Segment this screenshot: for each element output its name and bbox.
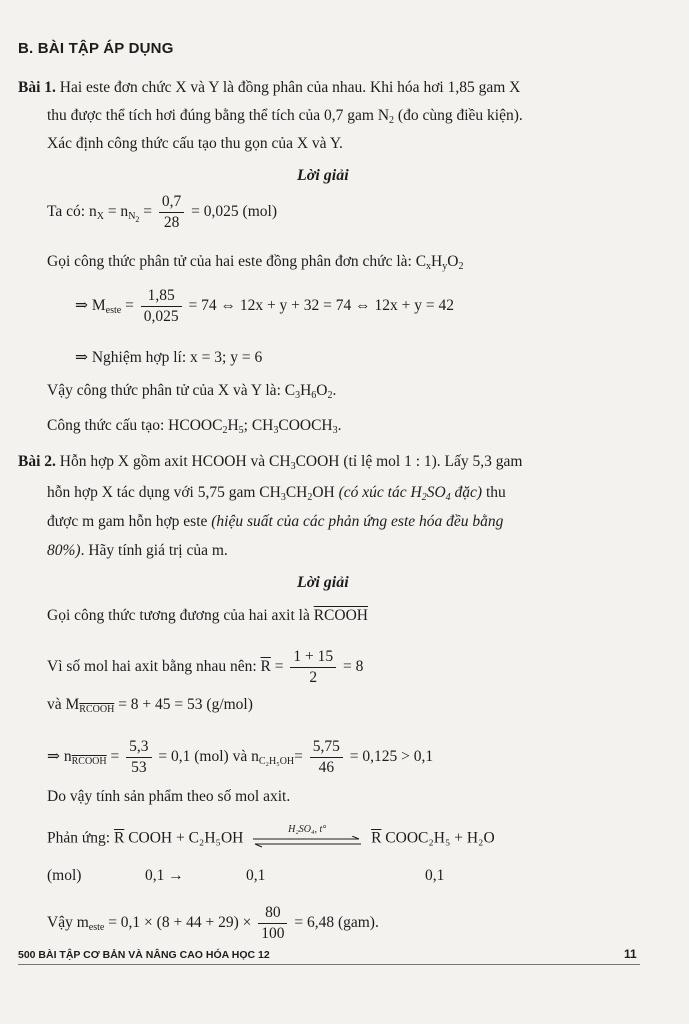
bai2-r-equation: Vì số mol hai axit bằng nhau nên: $\overline{R}$ = $\frac{1 + 15}{2}$ = 8 [47,648,364,686]
bai1-line2: thu được thể tích hơi đúng bằng thể tích của 0,7 gam $N_2$ (đo cùng điều kiện). [47,107,523,126]
section-title: B. BÀI TẬP ÁP DỤNG [18,40,174,57]
bai1-label: Bài 1. [18,79,56,96]
bai2-line4: 80%). Hãy tính giá trị của m. [47,542,228,559]
bai2-label: Bài 2. [18,453,56,470]
bai2-line3: được m gam hỗn hợp este (hiệu suất của các phản ứng este hóa đều bằng [47,513,504,530]
bai1-formula-line: Gọi công thức phân tử của hai este đồng phân đơn chức là: $C_xH_yO_2$ [47,253,464,272]
bai2-line1: Bài 2. Hỗn hợp X gồm axit HCOOH và $CH_3COOH$ (tỉ lệ mol 1 : 1). Lấy 5,3 gam [18,453,523,472]
bai1-line1: Bài 1. Hai este đơn chức X và Y là đồng phân của nhau. Khi hóa hơi 1,85 gam X [18,79,521,96]
bai2-do-vay: Do vậy tính sản phẩm theo số mol axit. [47,788,291,805]
bai1-ctct: Công thức cấu tạo: $HCOOC_2H_5$; $CH_3COOCH_3$. [47,417,342,436]
bai2-gct: Gọi công thức tương đương của hai axit là RCOOH [47,607,368,624]
bai2-mol-label: (mol) [47,867,82,884]
bai2-molar-mass: và $M_{RCOOH} = 8 + 45 = 53$ (g/mol) [47,696,253,715]
bai2-solution-header: Lời giải [297,574,349,591]
bai2-mol-3: 0,1 [425,867,445,884]
bai1-ctpt: Vậy công thức phân tử của X và Y là: $C_3H_6O_2$. [47,382,337,401]
bai1-line3: Xác định công thức cấu tạo thu gọn của X và Y. [47,135,343,152]
footer-book-title: 500 BÀI TẬP CƠ BẢN VÀ NÂNG CAO HÓA HỌC 12 [18,949,270,961]
bai2-line2: hỗn hợp X tác dụng với 5,75 gam $CH_3CH_2OH$ (có xúc tác $H_2SO_4$ đặc) thu [47,484,506,503]
bai1-molar-mass-equation: ⇒ $M_{este}$ = $\frac{1,85}{0,025}$ = 74 ⇔ 12x + y + 32 = 74 ⇔ 12x + y = 42 [75,287,455,325]
bai1-solution-header: Lời giải [297,167,349,184]
footer-rule [18,964,640,965]
bai1-nx-equation: Ta có: $n_X = n_{N_2}$ = $\frac{0,7}{28}$ = 0,025 (mol) [47,193,277,231]
bai2-final: Vậy $m_{este} = 0,1 \times (8 + 44 + 29)$ × $\frac{80}{100}$ = 6,48 (gam). [47,904,379,942]
bai2-mol-equation: ⇒ $n_{RCOOH}$ = $\frac{5,3}{53}$ = 0,1 (mol) và $n_{C_2H_5OH}=$ $\frac{5,75}{46}$ = 0,125 > 0,1 [47,738,434,776]
bai1-nghiem: ⇒ Nghiệm hợp lí: x = 3; y = 6 [75,349,263,366]
bai2-reaction: Phản ứng: $\overline{R}$ COOH + C₂H₅OH H₂SO₄, t° $\overline{R}$ COOC₂H₅ + H₂O [47,828,495,850]
bai2-mol-2: 0,1 [246,867,266,884]
bai2-mol-1: 0,1 → [145,867,184,884]
equilibrium-arrow-icon: H₂SO₄, t° [251,828,363,850]
page-number: 11 [624,947,637,961]
